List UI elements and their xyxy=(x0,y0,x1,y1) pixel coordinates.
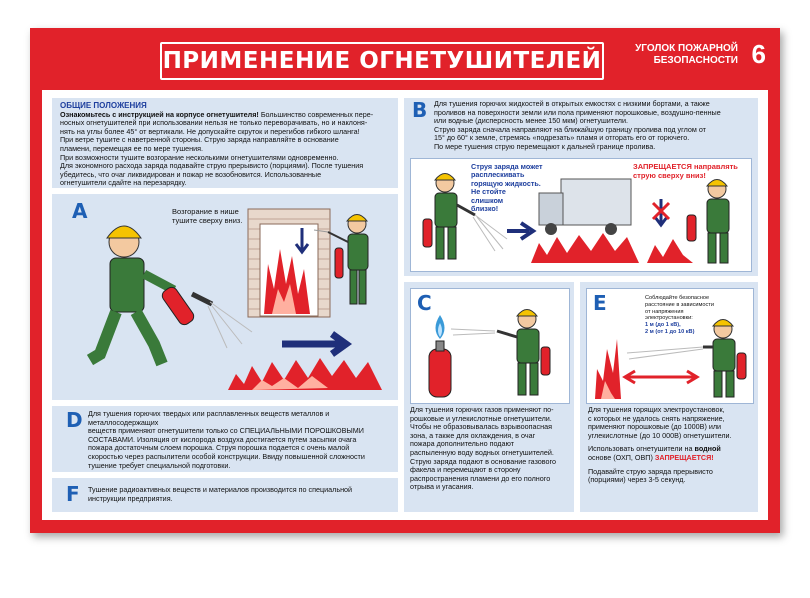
note-line: 1 м (до 1 кВ), xyxy=(645,322,681,329)
e-water-word: водной xyxy=(694,444,721,454)
general-line: Для экономного расхода заряда подавайте струю прерывисто (порциями). После тушения xyxy=(60,161,364,171)
c-line: пожара дополнительно подают xyxy=(410,439,515,449)
section-a-panel xyxy=(52,194,398,400)
c-line: факела и перемещают в сторону xyxy=(410,465,521,475)
e-water-pre: Использовать огнетушители на xyxy=(588,444,693,454)
note-line: расстояние в зависимости xyxy=(645,301,714,308)
b-warning-blue xyxy=(471,163,543,213)
b-line: 15° до 60° к земле, стремясь «подрезать» пламя и отгорать его от горючего. xyxy=(434,133,690,143)
d-line: Для тушения горючих твердых или расплавленных веществ металлов и металлосодержащих xyxy=(88,409,330,427)
c-line: распространения пламени до его полного xyxy=(410,473,551,483)
c-line: распыленную воду водных огнетушителей. xyxy=(410,447,554,457)
general-heading: ОБЩИЕ ПОЛОЖЕНИЯ xyxy=(60,101,147,110)
poster-title: ПРИМЕНЕНИЕ ОГНЕТУШИТЕЛЕЙ xyxy=(162,48,602,74)
c-line: Чтобы не образовывалась взрывоопасная xyxy=(410,422,552,432)
corner-line-1: УГОЛОК ПОЖАРНОЙ xyxy=(635,43,738,54)
general-line: При возможности тушите возгорание несколькими огнетушителями одновременно. xyxy=(60,152,339,162)
note-line: электроустановки: xyxy=(645,315,693,322)
general-line: носных огнетушителей при использовании нельзя не только переворачивать, но и наклоня- xyxy=(60,118,368,128)
general-line: Большинство современных пере- xyxy=(260,109,374,119)
section-d-letter: D xyxy=(66,408,83,432)
b-line: Для тушения горючих жидкостей в открытых емкостях с низкими бортами, а также xyxy=(434,99,710,108)
c-line: Струю заряда подают в основание газового xyxy=(410,456,556,466)
b-line: проливов на поверхности земли или пола применяют порошковые, воздушно-пенные xyxy=(434,107,721,117)
general-line: При ветре тушите с наветренной стороны. Струю заряда направляйте в основание xyxy=(60,135,339,145)
section-c-panel xyxy=(404,282,574,512)
warn-line: горящую жидкость. xyxy=(471,178,541,188)
section-e-panel xyxy=(580,282,758,512)
d-line: тушение требует специальной подготовки. xyxy=(88,460,231,470)
general-panel xyxy=(52,98,398,188)
caption-line: тушите сверху вниз. xyxy=(172,215,243,225)
corner-line-2: БЕЗОПАСНОСТИ xyxy=(653,55,738,66)
note-line: от напряжения xyxy=(645,308,684,315)
e-water-line-2 xyxy=(588,454,756,463)
warn-line: Не стойте xyxy=(471,187,506,197)
c-line: зона, а также для охлаждения, в очаг xyxy=(410,430,536,440)
c-line: отрыва и угасания. xyxy=(410,482,474,492)
e-pulse-line: Подавайте струю заряда прерывисто xyxy=(588,466,713,476)
general-line: огнетушители сдайте на перезарядку. xyxy=(60,178,187,188)
warn-line: расплескивать xyxy=(471,170,525,180)
warn-line: близко! xyxy=(471,204,499,214)
section-e-illustration xyxy=(587,289,753,403)
general-line: пламени, перемещая ее по мере тушения. xyxy=(60,143,204,153)
d-line: скоростью через распылители особой конструкции. Ввиду повышенной сложности xyxy=(88,451,365,461)
section-b-text xyxy=(434,100,754,152)
general-line: нять на углы более 45° от вертикали. Не допускайте скруток и перегибов гибкого шланга! xyxy=(60,126,360,136)
section-f-letter: F xyxy=(66,482,80,506)
warn-line: ЗАПРЕЩАЕТСЯ направлять xyxy=(633,162,738,171)
d-line: пожара достаточным слоем порошка. Струя порошка подается с очень малой xyxy=(88,443,350,453)
note-line: Соблюдайте безопасное xyxy=(645,295,710,301)
f-line: Тушение радиоактивных веществ и материалов производится по специальной xyxy=(88,485,353,494)
poster-body xyxy=(42,90,768,520)
section-a-letter: A xyxy=(72,199,88,223)
b-line: или водные (дисперсность менее 150 мкм) огнетушители. xyxy=(434,116,628,126)
poster-header xyxy=(30,28,780,90)
b-line: По мере тушения струю перемещают к дальней границе пролива. xyxy=(434,141,656,151)
general-line: убедитесь, что очаг ликвидирован и пожар не возобновится. Использованные xyxy=(60,169,322,179)
f-line: инструкции предприятия. xyxy=(88,493,173,503)
section-f-panel xyxy=(52,478,398,512)
e-line: применяют порошковые (до 1000В) или xyxy=(588,422,722,432)
e-line: Для тушения горящих электроустановок, xyxy=(588,405,725,414)
caption-line: Возгорание в нише xyxy=(172,207,239,216)
note-line: 2 м (от 1 до 10 кВ) xyxy=(645,328,695,335)
section-b-scene xyxy=(410,158,752,272)
section-c-illustration xyxy=(411,289,569,403)
section-e-letter: E xyxy=(593,291,607,315)
section-b-panel xyxy=(404,98,758,276)
section-e-scene xyxy=(586,288,754,404)
section-c-scene xyxy=(410,288,570,404)
d-line: веществ применяют огнетушители только со СПЕЦИАЛЬНЫМИ ПОРОШКОВЫМИ xyxy=(88,426,364,436)
e-line: с которых не удалось снять напряжение, xyxy=(588,413,725,423)
b-warning-red xyxy=(633,163,738,180)
title-frame xyxy=(160,42,604,80)
c-line: рошковые и углекислотные огнетушители. xyxy=(410,413,552,423)
corner-number: 6 xyxy=(751,39,766,69)
section-e-text xyxy=(588,406,756,485)
e-water-forbidden: ЗАПРЕЩАЕТСЯ! xyxy=(654,452,714,462)
warn-line: Струя заряда может xyxy=(471,162,543,171)
b-line: Струю заряда сначала направляют на ближайшую границу пролива под углом от xyxy=(434,124,706,134)
warn-line: слишком xyxy=(471,195,504,205)
section-c-letter: C xyxy=(417,291,432,315)
e-line: углекислотные (до 10 000В) огнетушители. xyxy=(588,430,732,440)
section-f-text xyxy=(88,486,394,503)
e-pulse-line: (порциями) через 3-5 секунд. xyxy=(588,475,686,485)
section-d-panel xyxy=(52,406,398,472)
general-lead: Ознакомьтесь с инструкцией на корпусе огнетушителя! xyxy=(60,109,259,119)
poster xyxy=(30,28,780,533)
section-b-letter: B xyxy=(412,98,428,122)
section-a-illustration xyxy=(52,194,398,400)
e-water-post: основе (ОХП, ОВП) xyxy=(588,452,653,462)
c-line: Для тушения горючих газов применяют по- xyxy=(410,405,554,414)
section-c-text xyxy=(410,406,572,492)
corner-label xyxy=(635,43,738,67)
warn-line: струю сверху вниз! xyxy=(633,170,706,180)
d-line: СОСТАВАМИ. Изоляция от кислорода воздуха достигается путем засыпки очага xyxy=(88,434,357,444)
section-d-text xyxy=(88,410,394,470)
